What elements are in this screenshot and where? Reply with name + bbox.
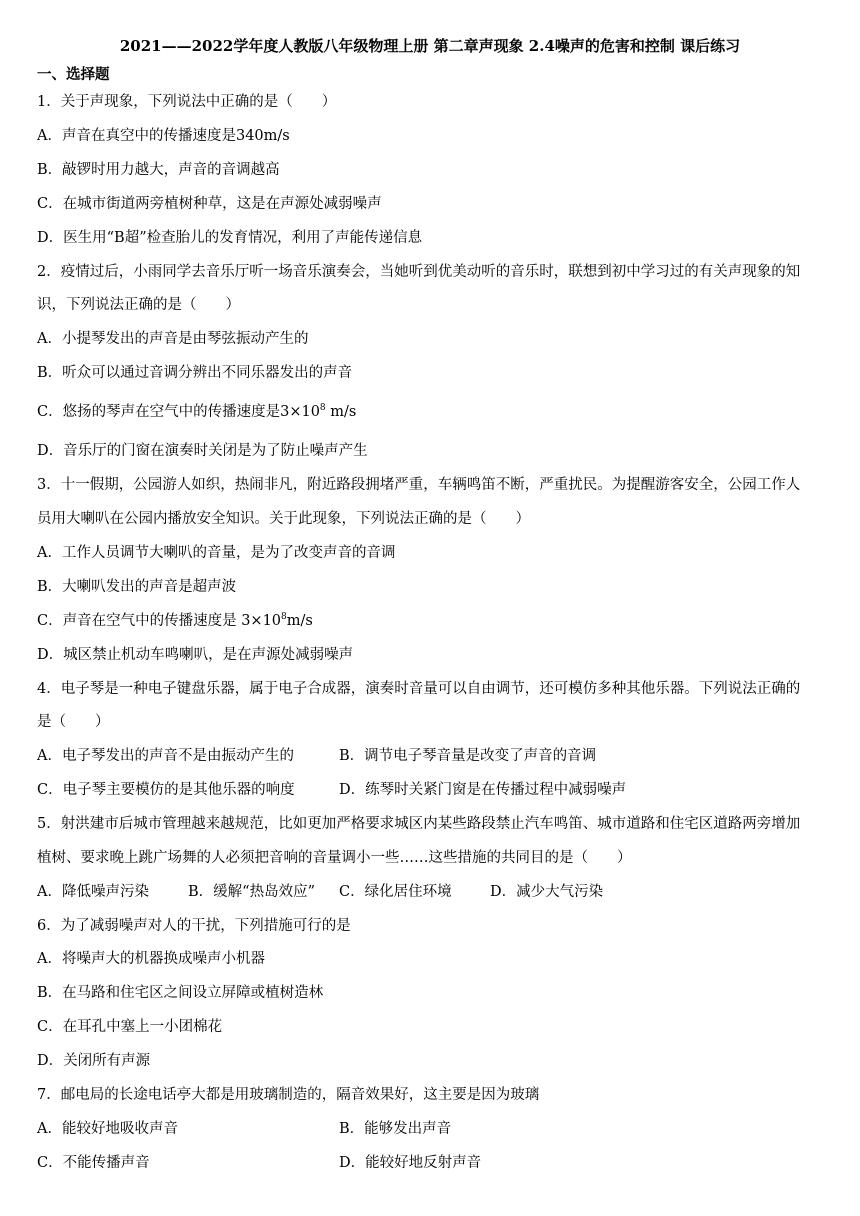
question-2-option-c-text: C．悠扬的琴声在空气中的传播速度是3×10	[37, 404, 320, 420]
question-4-option-a: A．电子琴发出的声音不是由振动产生的	[37, 748, 294, 764]
question-2-stem-line1: 2．疫情过后，小雨同学去音乐厅听一场音乐演奏会，当她听到优美动听的音乐时，联想到初中学习过的有关声现象的知	[37, 264, 801, 280]
question-4-option-c: C．电子琴主要模仿的是其他乐器的响度	[37, 782, 295, 798]
question-1-option-a: A．声音在真空中的传播速度是340m/s	[37, 128, 290, 144]
section-heading: 一、选择题	[37, 66, 110, 83]
question-6-option-c: C．在耳孔中塞上一小团棉花	[37, 1019, 223, 1035]
question-6-stem: 6．为了减弱噪声对人的干扰，下列措施可行的是	[37, 918, 351, 934]
question-6-option-d: D．关闭所有声源	[37, 1053, 151, 1069]
question-5-option-a: A．降低噪声污染	[37, 884, 149, 900]
question-4-option-d: D．练琴时关紧门窗是在传播过程中减弱噪声	[339, 782, 627, 798]
page-title: 2021——2022学年度人教版八年级物理上册 第二章声现象 2.4噪声的危害和控制 课后练习	[119, 37, 741, 55]
question-4-stem-line2: 是（ ）	[37, 714, 110, 730]
question-1-stem: 1．关于声现象，下列说法中正确的是（ ）	[37, 94, 337, 110]
question-1-option-b: B．敲锣时用力越大，声音的音调越高	[37, 162, 280, 178]
question-6-option-b: B．在马路和住宅区之间设立屏障或植树造林	[37, 985, 324, 1001]
question-2-stem-line2: 识，下列说法正确的是（ ）	[37, 297, 240, 313]
question-3-option-c	[37, 611, 313, 631]
question-1-option-c: C．在城市街道两旁植树种草，这是在声源处减弱噪声	[37, 196, 382, 212]
question-3-stem-line1: 3．十一假期，公园游人如织，热闹非凡，附近路段拥堵严重，车辆鸣笛不断，严重扰民。为提醒游客安全，公园工作人	[37, 477, 801, 493]
question-3-option-b: B．大喇叭发出的声音是超声波	[37, 579, 237, 595]
question-7-option-a: A．能较好地吸收声音	[37, 1121, 178, 1137]
question-3-option-d: D．城区禁止机动车鸣喇叭，是在声源处减弱噪声	[37, 647, 354, 663]
question-3-option-c-text: C．声音在空气中的传播速度是 3×10	[37, 613, 282, 629]
question-3-option-a: A．工作人员调节大喇叭的音量，是为了改变声音的音调	[37, 545, 396, 561]
question-6-option-a: A．将噪声大的机器换成噪声小机器	[37, 951, 265, 967]
question-3-option-c-unit: m/s	[286, 613, 313, 629]
question-4-stem-line1: 4．电子琴是一种电子键盘乐器，属于电子合成器，演奏时音量可以自由调节，还可模仿多种其他乐器。下列说法正确的	[37, 681, 801, 697]
question-5-stem-line2: 植树、要求晚上跳广场舞的人必须把音响的音量调小一些……这些措施的共同目的是（ ）	[37, 850, 632, 866]
question-2-option-b: B．听众可以通过音调分辨出不同乐器发出的声音	[37, 365, 353, 381]
question-5-option-c: C．绿化居住环境	[339, 884, 452, 900]
question-1-option-d: D．医生用“B超”检查胎儿的发育情况，利用了声能传递信息	[37, 230, 423, 246]
question-5-option-d: D．减少大气污染	[490, 884, 604, 900]
question-2-option-a: A．小提琴发出的声音是由琴弦振动产生的	[37, 331, 309, 347]
question-2-option-c-unit: m/s	[325, 404, 357, 420]
question-2-option-d: D．音乐厅的门窗在演奏时关闭是为了防止噪声产生	[37, 443, 368, 459]
question-3-option-c-exponent: 8	[281, 612, 287, 623]
question-2-option-c	[37, 402, 356, 422]
question-5-stem-line1: 5．射洪建市后城市管理越来越规范，比如更加严格要求城区内某些路段禁止汽车鸣笛、城市道路和住宅区道路两旁增加	[37, 816, 801, 832]
question-3-stem-line2: 员用大喇叭在公园内播放安全知识。关于此现象，下列说法正确的是（ ）	[37, 511, 530, 527]
question-2-option-c-exponent: 8	[319, 403, 326, 414]
question-7-option-c: C．不能传播声音	[37, 1155, 150, 1171]
question-7-stem: 7．邮电局的长途电话亭大都是用玻璃制造的，隔音效果好，这主要是因为玻璃	[37, 1087, 540, 1103]
question-7-option-d: D．能较好地反射声音	[339, 1155, 482, 1171]
question-4-option-b: B．调节电子琴音量是改变了声音的音调	[339, 748, 597, 764]
question-7-option-b: B．能够发出声音	[339, 1121, 452, 1137]
question-5-option-b: B．缓解“热岛效应”	[188, 884, 315, 900]
